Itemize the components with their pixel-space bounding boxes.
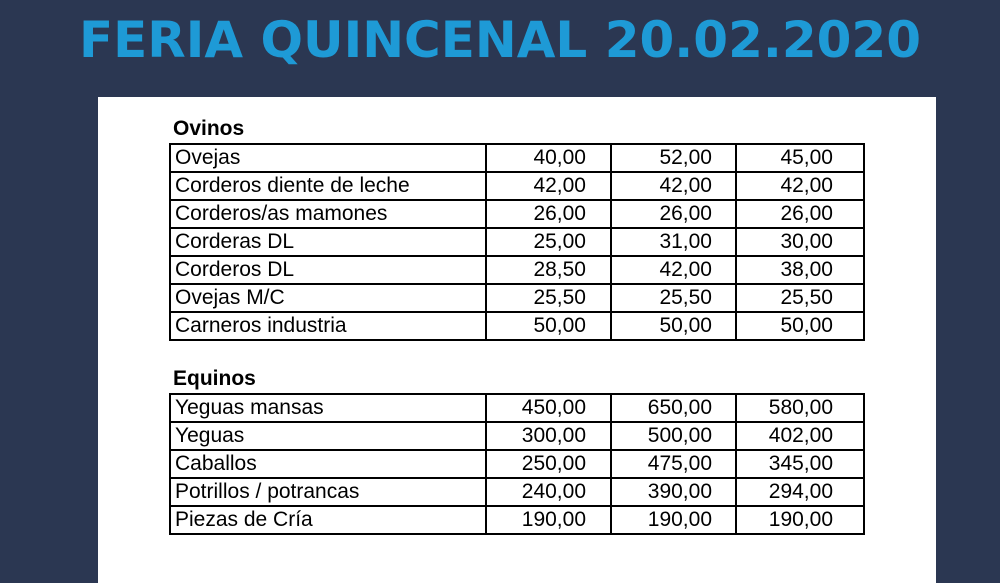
ovinos-table-body [170, 144, 864, 340]
price-cell: 25,00 [486, 228, 611, 256]
price-cell: 500,00 [611, 422, 736, 450]
price-cell: 300,00 [486, 422, 611, 450]
ovinos-price-table [169, 143, 865, 341]
equinos-table-body [170, 394, 864, 534]
row-label: Corderos/as mamones [170, 200, 486, 228]
table-row [170, 506, 864, 534]
price-cell: 650,00 [611, 394, 736, 422]
price-cell: 25,50 [486, 284, 611, 312]
page-title: FERIA QUINCENAL 20.02.2020 [78, 11, 922, 69]
price-cell: 190,00 [486, 506, 611, 534]
table-row [170, 172, 864, 200]
price-cell: 190,00 [611, 506, 736, 534]
row-label: Corderos DL [170, 256, 486, 284]
price-cell: 190,00 [736, 506, 864, 534]
price-cell: 25,50 [736, 284, 864, 312]
table-row [170, 228, 864, 256]
price-cell: 52,00 [611, 144, 736, 172]
table-row [170, 422, 864, 450]
price-cell: 580,00 [736, 394, 864, 422]
price-cell: 25,50 [611, 284, 736, 312]
table-row [170, 394, 864, 422]
equinos-price-table [169, 393, 865, 535]
price-cell: 30,00 [736, 228, 864, 256]
price-cell: 42,00 [486, 172, 611, 200]
table-row [170, 256, 864, 284]
price-cell: 26,00 [611, 200, 736, 228]
row-label: Piezas de Cría [170, 506, 486, 534]
price-cell: 450,00 [486, 394, 611, 422]
section-title-ovinos: Ovinos [173, 117, 245, 140]
row-label: Ovejas [170, 144, 486, 172]
table-row [170, 312, 864, 340]
price-cell: 250,00 [486, 450, 611, 478]
table-row [170, 144, 864, 172]
price-cell: 26,00 [736, 200, 864, 228]
table-row [170, 284, 864, 312]
row-label: Corderas DL [170, 228, 486, 256]
price-cell: 45,00 [736, 144, 864, 172]
price-cell: 345,00 [736, 450, 864, 478]
price-cell: 294,00 [736, 478, 864, 506]
row-label: Caballos [170, 450, 486, 478]
price-cell: 28,50 [486, 256, 611, 284]
price-cell: 390,00 [611, 478, 736, 506]
row-label: Potrillos / potrancas [170, 478, 486, 506]
row-label: Carneros industria [170, 312, 486, 340]
price-cell: 42,00 [611, 172, 736, 200]
price-cell: 475,00 [611, 450, 736, 478]
row-label: Corderos diente de leche [170, 172, 486, 200]
price-cell: 40,00 [486, 144, 611, 172]
price-cell: 50,00 [736, 312, 864, 340]
price-cell: 50,00 [611, 312, 736, 340]
price-cell: 50,00 [486, 312, 611, 340]
row-label: Ovejas M/C [170, 284, 486, 312]
price-cell: 240,00 [486, 478, 611, 506]
price-cell: 402,00 [736, 422, 864, 450]
price-cell: 26,00 [486, 200, 611, 228]
table-row [170, 450, 864, 478]
section-title-equinos: Equinos [173, 367, 256, 390]
row-label: Yeguas mansas [170, 394, 486, 422]
table-row [170, 200, 864, 228]
price-cell: 31,00 [611, 228, 736, 256]
row-label: Yeguas [170, 422, 486, 450]
price-cell: 42,00 [611, 256, 736, 284]
table-row [170, 478, 864, 506]
price-cell: 42,00 [736, 172, 864, 200]
price-cell: 38,00 [736, 256, 864, 284]
